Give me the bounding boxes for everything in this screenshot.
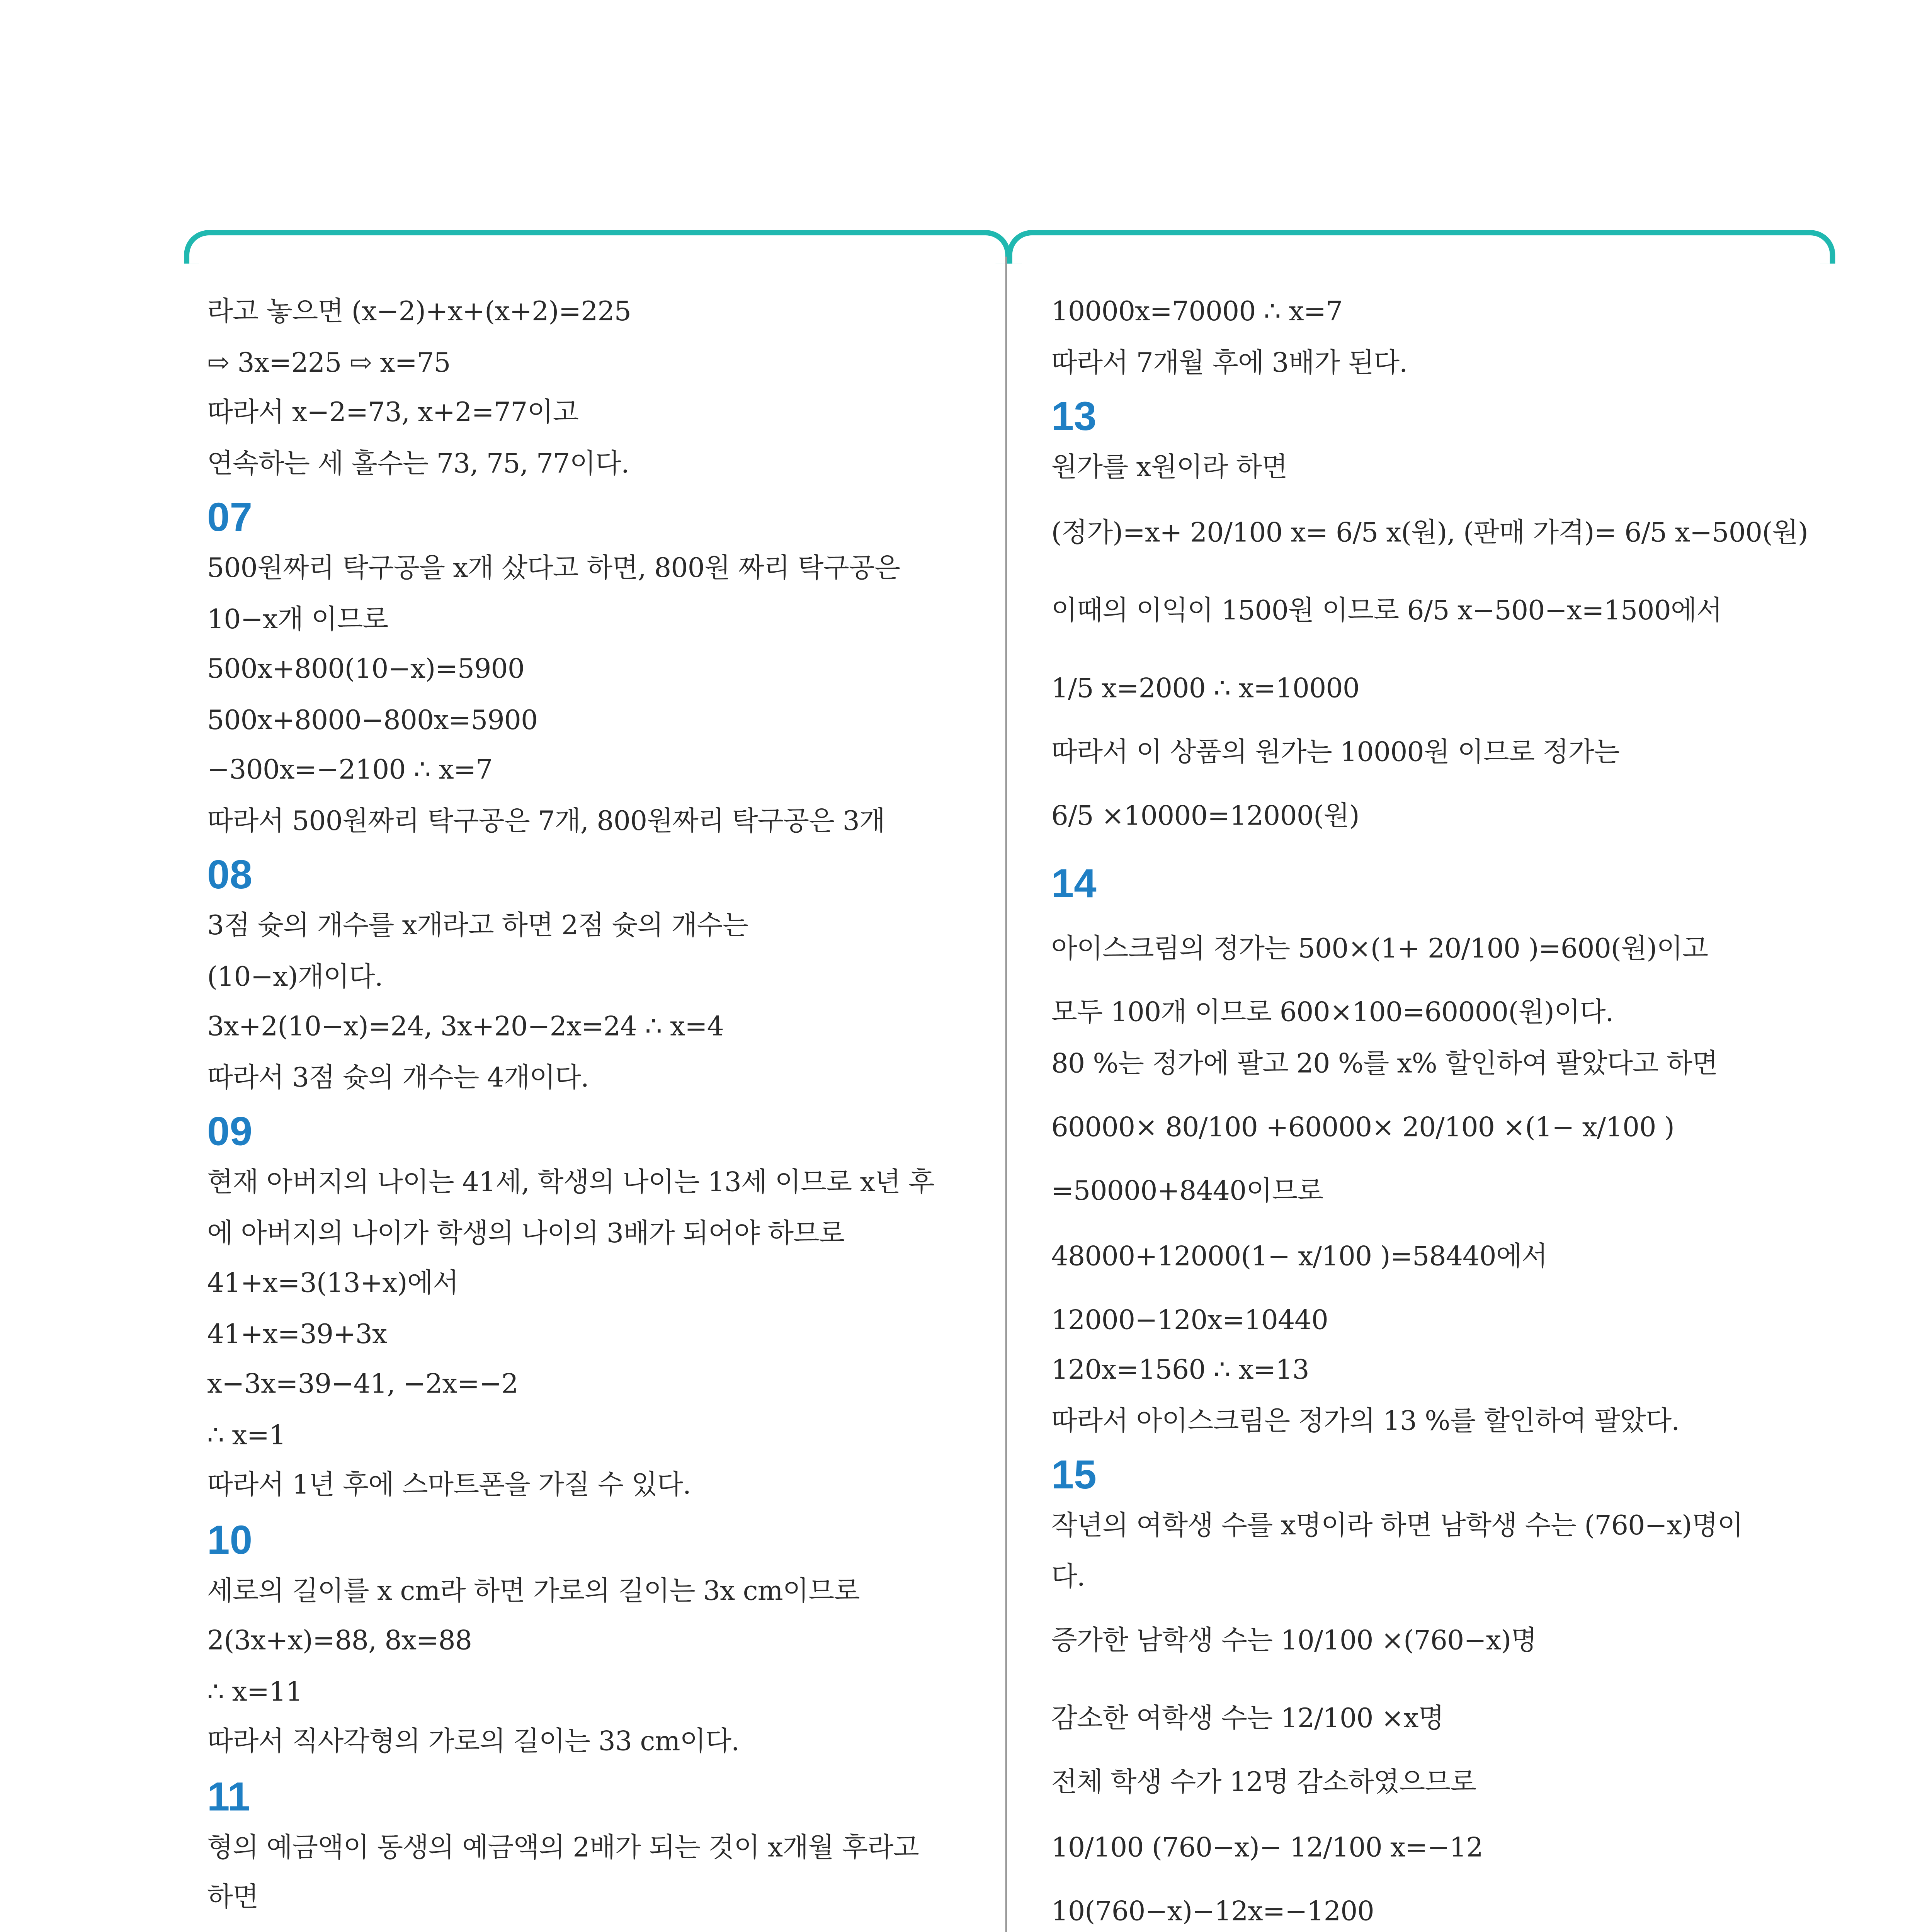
solution-line: 10000x=70000 ∴ x=7 [1051, 295, 1343, 328]
solution-line: 2(3x+x)=88, 8x=88 [207, 1624, 472, 1656]
solution-line: =50000+8440이므로 [1051, 1175, 1323, 1207]
solution-line: 80 %는 정가에 팔고 20 %를 x% 할인하여 팔았다고 하면 [1051, 1047, 1718, 1079]
solution-line: 120x=1560 ∴ x=13 [1051, 1354, 1309, 1386]
solution-line: 따라서 1년 후에 스마트폰을 가질 수 있다. [207, 1469, 691, 1501]
solution-line: 따라서 x−2=73, x+2=77이고 [207, 396, 579, 429]
problem-number: 15 [1051, 1451, 1097, 1497]
solution-line: 500x+8000−800x=5900 [207, 703, 538, 735]
solution-line: 41+x=3(13+x)에서 [207, 1267, 459, 1299]
solution-line: ∴ x=11 [207, 1675, 303, 1707]
solution-line: 원가를 x원이라 하면 [1051, 451, 1287, 483]
solution-line: 다. [1051, 1560, 1085, 1592]
solution-line: 에 아버지의 나이가 학생의 나이의 3배가 되어야 하므로 [207, 1216, 845, 1249]
solution-line: 따라서 아이스크림은 정가의 13 %를 할인하여 팔았다. [1051, 1404, 1680, 1436]
solution-line: 500x+800(10−x)=5900 [207, 653, 525, 685]
left-column [207, 287, 972, 1932]
solution-line: 연속하는 세 홀수는 73, 75, 77이다. [207, 447, 629, 479]
solution-line: 3x+2(10−x)=24, 3x+20−2x=24 ∴ x=4 [207, 1010, 724, 1043]
problem-number: 11 [207, 1772, 250, 1818]
solution-line: 아이스크림의 정가는 500×(1+ 20/100 )=600(원)이고 [1051, 932, 1708, 965]
solution-line: 41+x=39+3x [207, 1317, 387, 1350]
left-column-header-bar [184, 230, 1010, 264]
problem-number: 07 [207, 493, 253, 540]
solution-line: 작년의 여학생 수를 x명이라 하면 남학생 수는 (760−x)명이 [1051, 1509, 1743, 1542]
solution-line: 세로의 길이를 x cm라 하면 가로의 길이는 3x cm이므로 [207, 1574, 860, 1606]
solution-line: 감소한 여학생 수는 12/100 ×x명 [1051, 1702, 1444, 1735]
column-divider [1005, 257, 1007, 1932]
solution-line [207, 1923, 972, 1932]
solution-line: ⇨ 3x=225 ⇨ x=75 [207, 346, 451, 378]
solution-line: −300x=−2100 ∴ x=7 [207, 754, 493, 786]
solution-line: 6/5 ×10000=12000(원) [1051, 800, 1359, 832]
problem-number: 14 [1051, 860, 1097, 906]
solution-line: 10(760−x)−12x=−1200 [1051, 1894, 1374, 1927]
solution-line: ∴ x=1 [207, 1418, 286, 1451]
solution-line: 1/5 x=2000 ∴ x=10000 [1051, 672, 1360, 704]
problem-number: 13 [1051, 393, 1097, 439]
solution-line: 12000−120x=10440 [1051, 1303, 1328, 1335]
solution-line: 60000× 80/100 +60000× 20/100 ×(1− x/100 ) [1051, 1111, 1675, 1143]
solution-line: 따라서 직사각형의 가로의 길이는 33 cm이다. [207, 1725, 740, 1757]
solution-line: 3점 슛의 개수를 x개라고 하면 2점 슛의 개수는 [207, 910, 748, 942]
solution-line: 전체 학생 수가 12명 감소하였으므로 [1051, 1766, 1476, 1798]
solution-line: x−3x=39−41, −2x=−2 [207, 1368, 518, 1400]
solution-line: 이때의 이익이 1500원 이므로 6/5 x−500−x=1500에서 [1051, 594, 1722, 626]
right-column [1051, 287, 1816, 1932]
solution-line: 모두 100개 이므로 600×100=60000(원)이다. [1051, 996, 1614, 1028]
solution-line: 하면 [207, 1881, 259, 1913]
solution-line: 10/100 (760−x)− 12/100 x=−12 [1051, 1831, 1483, 1863]
solution-line: 10−x개 이므로 [207, 602, 388, 634]
problem-number: 09 [207, 1108, 253, 1154]
solution-line: 증가한 남학생 수는 10/100 ×(760−x)명 [1051, 1624, 1537, 1656]
solution-line: 현재 아버지의 나이는 41세, 학생의 나이는 13세 이므로 x년 후 [207, 1166, 934, 1198]
solution-line: (정가)=x+ 20/100 x= 6/5 x(원), (판매 가격)= 6/5 x−500(원) [1051, 516, 1808, 548]
solution-line: 500원짜리 탁구공을 x개 샀다고 하면, 800원 짜리 탁구공은 [207, 552, 900, 584]
right-column-header-bar [1007, 230, 1835, 264]
problem-number: 10 [207, 1515, 253, 1562]
solution-line: (10−x)개이다. [207, 960, 383, 992]
solution-line: 따라서 이 상품의 원가는 10000원 이므로 정가는 [1051, 735, 1620, 767]
solution-line: 라고 놓으면 (x−2)+x+(x+2)=225 [207, 295, 631, 328]
solution-line: 따라서 500원짜리 탁구공은 7개, 800원짜리 탁구공은 3개 [207, 804, 885, 837]
solution-line: 따라서 3점 슛의 개수는 4개이다. [207, 1061, 589, 1093]
problem-number: 08 [207, 851, 253, 898]
solution-line: 따라서 7개월 후에 3배가 된다. [1051, 346, 1408, 378]
solution-line: 형의 예금액이 동생의 예금액의 2배가 되는 것이 x개월 후라고 [207, 1831, 919, 1863]
solution-line: 48000+12000(1− x/100 )=58440에서 [1051, 1240, 1548, 1272]
